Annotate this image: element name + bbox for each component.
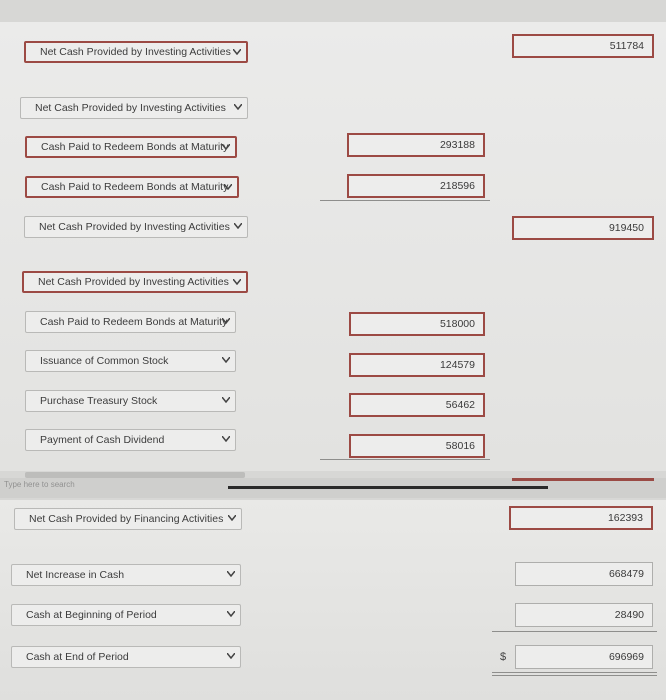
amount-input[interactable]: [512, 34, 654, 58]
dropdown-label: Cash at Beginning of Period: [26, 609, 157, 621]
dropdown-label: Net Cash Provided by Investing Activities: [40, 46, 231, 58]
chevron-down-icon: [234, 217, 242, 229]
dropdown-label: Net Cash Provided by Financing Activities: [29, 513, 224, 525]
amount-value: 162393: [607, 512, 643, 524]
line-item-dropdown[interactable]: [25, 136, 237, 158]
amount-input[interactable]: [349, 393, 485, 417]
chevron-down-icon: [234, 98, 242, 110]
amount-value: 28490: [614, 609, 644, 621]
line-item-dropdown[interactable]: [20, 97, 248, 119]
dropdown-label: Cash Paid to Redeem Bonds at Maturity: [41, 141, 229, 153]
taskbar-search-text: Type here to search: [4, 480, 75, 489]
chevron-down-icon: [227, 605, 235, 617]
amount-value: 218596: [439, 180, 475, 192]
amount-value: 919450: [608, 222, 644, 234]
chevron-down-icon: [222, 430, 230, 442]
dropdown-label: Net Cash Provided by Investing Activities: [35, 102, 226, 114]
line-item-dropdown[interactable]: [24, 216, 248, 238]
chevron-down-icon: [224, 178, 232, 190]
amount-value: 56462: [445, 399, 475, 411]
dropdown-label: Cash Paid to Redeem Bonds at Maturity: [40, 316, 228, 328]
line-item-dropdown[interactable]: [25, 390, 236, 412]
taskbar-strip: [0, 478, 666, 498]
chevron-down-icon: [227, 647, 235, 659]
amount-value: 293188: [439, 139, 475, 151]
dropdown-label: Issuance of Common Stock: [40, 355, 169, 367]
subtotal-underline: [320, 200, 490, 201]
dropdown-label: Net Cash Provided by Investing Activities: [38, 276, 229, 288]
amount-input[interactable]: [509, 506, 653, 530]
line-item-dropdown[interactable]: [11, 604, 241, 626]
dropdown-label: Net Increase in Cash: [26, 569, 125, 581]
chevron-down-icon: [227, 565, 235, 577]
chevron-down-icon: [222, 312, 230, 324]
line-item-dropdown[interactable]: [25, 311, 236, 333]
dropdown-label: Net Cash Provided by Investing Activities: [39, 221, 230, 233]
amount-input[interactable]: [347, 174, 485, 198]
amount-input[interactable]: [515, 645, 653, 669]
chevron-down-icon: [233, 43, 241, 55]
dropdown-label: Cash Paid to Redeem Bonds at Maturity: [41, 181, 229, 193]
amount-input[interactable]: [515, 562, 653, 586]
amount-value: 696969: [608, 651, 644, 663]
line-item-dropdown[interactable]: [24, 41, 248, 63]
amount-input[interactable]: [349, 312, 485, 336]
dropdown-label: Payment of Cash Dividend: [40, 434, 165, 446]
amount-input[interactable]: [349, 353, 485, 377]
dropdown-label: Cash at End of Period: [26, 651, 129, 663]
chevron-down-icon: [233, 273, 241, 285]
line-item-dropdown[interactable]: [25, 429, 236, 451]
chevron-down-icon: [228, 509, 236, 521]
line-item-dropdown[interactable]: [22, 271, 248, 293]
line-item-dropdown[interactable]: [11, 564, 241, 586]
line-item-dropdown[interactable]: [25, 176, 239, 198]
taskbar-edge: [228, 486, 548, 489]
amount-value: 511784: [609, 40, 644, 52]
total-double-underline-top: [492, 672, 657, 673]
line-item-dropdown[interactable]: [11, 646, 241, 668]
subtotal-underline: [492, 631, 657, 632]
amount-value: 668479: [608, 568, 644, 580]
chevron-down-icon: [222, 391, 230, 403]
partially-hidden-dropdown: [25, 472, 245, 478]
summary-panel: [0, 500, 666, 700]
amount-input[interactable]: [515, 603, 653, 627]
chevron-down-icon: [222, 138, 230, 150]
line-item-dropdown[interactable]: [14, 508, 242, 530]
currency-symbol: $: [500, 651, 507, 663]
amount-value: 58016: [445, 440, 475, 452]
subtotal-underline: [320, 459, 490, 460]
amount-input[interactable]: [347, 133, 485, 157]
total-double-underline-bottom: [492, 675, 657, 676]
amount-value: 124579: [439, 359, 475, 371]
amount-value: 518000: [439, 318, 475, 330]
dropdown-label: Purchase Treasury Stock: [40, 395, 158, 407]
amount-input[interactable]: [512, 216, 654, 240]
chevron-down-icon: [222, 351, 230, 363]
amount-input[interactable]: [349, 434, 485, 458]
line-item-dropdown[interactable]: [25, 350, 236, 372]
partially-hidden-value-box: [512, 478, 654, 481]
